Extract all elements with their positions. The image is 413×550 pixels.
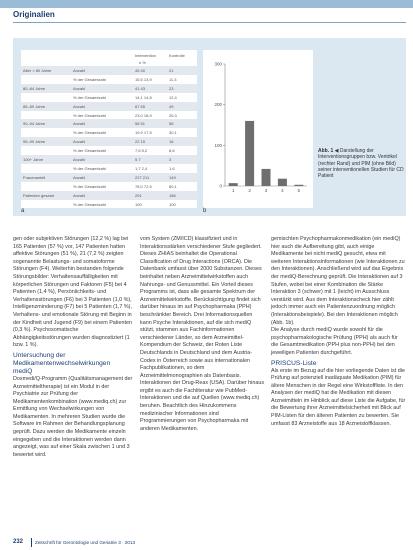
table-row xyxy=(21,128,197,137)
table-cell: 11,3 xyxy=(169,76,177,82)
table-cell: 21 xyxy=(169,68,174,73)
x-tick-label: 1 xyxy=(231,188,235,193)
y-tick-label: 100 xyxy=(214,142,222,148)
table-cell: 100 xyxy=(169,201,176,207)
table-cell: 49 xyxy=(169,103,174,109)
section-heading: PRISCUS-Liste xyxy=(271,359,317,367)
table-cell: 41 43 xyxy=(135,85,146,91)
table-row xyxy=(21,75,197,84)
bar xyxy=(294,185,303,186)
table-cell: 80–84 Jahre xyxy=(23,85,46,91)
table-cell: 7,6 5,2 xyxy=(135,148,148,154)
table-cell: 16 xyxy=(169,139,174,145)
table-cell: 15,5 13,9 xyxy=(135,76,152,82)
table-cell: % der Gesamtzahl xyxy=(73,201,106,207)
table-cell: 12,4 xyxy=(169,94,177,100)
bar xyxy=(245,121,254,186)
table-cell: 5 7 xyxy=(135,157,141,162)
table-cell: Alter < 80 Jahre xyxy=(23,68,52,73)
table-row xyxy=(21,84,197,93)
table-cell: 78,0 72,5 xyxy=(135,183,152,189)
table-row xyxy=(21,146,197,155)
table-cell: 149 xyxy=(169,174,176,180)
table-cell: Anzahl xyxy=(73,68,86,73)
bar-chart xyxy=(203,50,313,208)
table-cell: 22 15 xyxy=(135,139,146,145)
table-cell: 45 40 xyxy=(135,68,146,73)
paragraph: gen oder subjektiven Störungen (12,2 %) lag bei 165 Patienten (57 %) vor, 147 Patienten hatten affektive Störungen (51 %), 21 (7,2 %) zeigten sogenannte Belastungs- und somatoforme Störungen (F4). Weiterhin bestanden folgende Störungsbilder: Verhaltensauffälligkeiten mit körperlichen Störungen und Faktoren (F5) bei 4 Patienten (1,4 %), Persönlichkeits- und Verhaltensstörungen (F6) bei 3 Patienten (1,0 %), Intelligenzminderung (F7) bei 5 Patienten (1,7 %), Verhaltens- und emotionale Störung mit Beginn in der Kindheit und Jugend (F9) bei einem Patienten (0,3 %). Psychosomatische Abhängigkeitsstörungen wurden diagnostiziert (1 bzw. 1 %). xyxy=(13,236,132,349)
text-column-1 xyxy=(13,236,133,459)
table-cell: 3 xyxy=(169,157,172,162)
table-cell: Anzahl xyxy=(73,85,86,91)
table-cell: 8,6 xyxy=(169,148,175,154)
table-cell: 1,7 2,4 xyxy=(135,165,148,171)
table-row xyxy=(21,111,197,120)
table-row xyxy=(21,137,197,146)
paragraph: gemischten Psychopharmakonmedikation (ein mediQ) hier auch die Aufbereitung gibt, auch einige Medikamente bei nicht mediQ gesucht, etwa mit weiteren Interaktionsinformationen (wie Interaktionen zu den Interaktionen). Anschließend wird auf das Ergebnis der mediQ-Berechnung geprüft. Die Interaktionen auf 3 Stufen, wobei bei einer Kombination die Stärke Interaktion 3 (schwer) mit 1 (leicht) im Ausschluss verstärkt wird. Aus dem Interaktionscheck hier zählt jedoch immer auch ein Patientenzuordnung möglich (Interaktionsbeispiele). Bei den Interaktionen möglich (Abb. 1b). xyxy=(271,236,405,326)
caption-text: ◀ Darstellung der Interventionsgruppen bzw. Ventrikel (rechter Rand) und PIM (ohne Bild) seiner interventionellen Studien für CD Patient xyxy=(318,148,404,180)
table-cell: 85–89 Jahre xyxy=(23,103,46,109)
table-cell: % der Gesamtzahl xyxy=(73,76,106,82)
figure-table xyxy=(21,50,197,208)
table-row xyxy=(21,119,197,128)
table-cell: Anzahl xyxy=(73,139,86,145)
table-cell: 95–99 Jahre xyxy=(23,139,46,145)
paragraph: Als erste im Bezug auf die hier vorliegende Daten ist die Prüfung auf potenziell inadäquate Medikation (PIM) für ältere Menschen in der Regel eine Wirkstoffliste. In den Analysen der mediQ hat die Medikation mit diesen Arzneimitteln im Hinblick auf diese Liste die Aufgabe, für die Bewertung ihrer Arzneimittelsicherheit mit Blick auf PIM-Listen für den älteren Patienten zu bewerten. Sie umfasst 83 Arzneistoffe aus 18 Arzneistoffklassen. xyxy=(271,367,406,427)
x-tick-label: 5 xyxy=(297,188,301,193)
table-cell: 30,1 xyxy=(169,130,177,136)
page-number: 232 xyxy=(13,539,24,545)
header-bar xyxy=(0,0,413,8)
y-tick-label: 200 xyxy=(214,102,222,108)
table-head-control: Kontrolle xyxy=(169,53,185,58)
paragraph: vom System (ZM/ICD) klassifiziert und in Interaktionsstärken verschiedener Stufe gegliedert. Dieses ZHIAS beinhaltet die Operational Classification of Drug Interactions (ORCA). Die Datenbank umfasst über 2000 Substanzen. Dieses beinhaltet neben Arzneimittelwirkstoffen auch Nahrungs- und Genussmittel. Ein Vorteil dieses Programms ist, dass alle gesamte Spektrum der Arzneimittelwirkstoffe. Berücksichtigung findet sich darüber hinaus im auf Psychopharmaka (PPH) beschränkter Bereich. Drei Informationsquellen kann Psyche Interaktionen, auf die sich mediQ stützt, stammen aus Fachinformationen verschiedener Länder, so dem Arzneimittel-Kompendium der Schweiz, der Roten Liste Deutschlands in Deutschland und dem Austria-Codex in Österreich sowie aus internationalen Fachpublikationen, so dem Arzneimittelmonographien als Datenbasis. Interaktionen der Drug-Reax (USA). Darüber hinaus ergibt es auch die Fachliteratur wie PubMed-Interaktionen und die auf Quellen (www.mediq.ch) beruhen. Beachtlich des Hinzukommens medizinischer Informationen sind Programmierungen von Psychopharmaka mit anderen Medikamenten. xyxy=(140,236,265,432)
table-cell: % der Gesamtzahl xyxy=(73,130,106,136)
text-column-2 xyxy=(140,236,265,433)
x-tick-label: 3 xyxy=(264,188,268,193)
table-cell: Frauenanteil xyxy=(23,174,46,180)
table-cell: Anzahl xyxy=(73,192,86,198)
table-cell: % der Gesamtzahl xyxy=(73,165,106,171)
bar xyxy=(278,179,287,186)
table-cell: % der Gesamtzahl xyxy=(73,183,106,189)
table-row xyxy=(21,102,197,111)
table-cell: 23,0 18,9 xyxy=(135,112,152,118)
subsection-heading: mediQ xyxy=(13,367,33,375)
footer-separator xyxy=(31,538,32,547)
table-cell: Patienten gesamt xyxy=(23,192,55,198)
table-cell: 1,6 xyxy=(169,165,175,171)
y-tick-label: 0 xyxy=(219,183,222,189)
table-head-intervention: Intervention xyxy=(135,53,156,58)
table-cell: 100 xyxy=(135,201,142,207)
table-cell: Anzahl xyxy=(73,103,86,109)
table-cell: Anzahl xyxy=(73,121,86,127)
text-column-3 xyxy=(271,236,406,428)
table-row xyxy=(21,173,197,182)
table-cell: 67 55 xyxy=(135,103,146,109)
table-row xyxy=(21,66,197,75)
x-tick-label: 4 xyxy=(281,188,284,193)
header-rule xyxy=(13,22,406,23)
figure-caption xyxy=(318,148,406,179)
table-cell: 90–94 Jahre xyxy=(23,121,46,127)
table-cell: 100+ Jahre xyxy=(23,157,44,162)
table-cell: % der Gesamtzahl xyxy=(73,94,106,100)
paragraph: Dosmedi/Q-Programm (Qualitätsmanagement der Arzneimitteltherapie) ist ein Modul in der Psychiatrie zur Prüfung der Medikamentenkombination (www.mediq.ch) zur Ermittlung von Wechselwirkungen von Medikamenten. In mehreren Studien wurde die Software im Rahmen der Behandlungsplanung geprüft. Dazu werden die Medikamente einzeln eingegeben und die Interaktionen werden dann angezeigt, was auf einer Skala zwischen 1 und 3 bewertet wird. xyxy=(13,375,133,458)
table-cell: 80,1 xyxy=(169,183,177,189)
table-cell: % der Gesamtzahl xyxy=(73,148,106,154)
section-heading: Untersuchung der Medikamentenwechselwirkungen xyxy=(13,351,111,367)
table-cell: % der Gesamtzahl xyxy=(73,112,106,118)
table-cell: 14,1 14,8 xyxy=(135,94,152,100)
table-cell: 19,9 17,5 xyxy=(135,130,152,136)
table-cell: 26,3 xyxy=(169,112,177,118)
table-header xyxy=(21,50,197,66)
table-row xyxy=(21,200,197,209)
table-head-sub: n % xyxy=(139,60,146,65)
table-cell: 23 xyxy=(169,85,174,91)
table-cell: 56 xyxy=(169,121,174,127)
figure-letter-b: b xyxy=(203,208,207,214)
table-cell: Anzahl xyxy=(73,174,86,180)
section-label: Originalien xyxy=(13,10,55,19)
table-cell: Anzahl xyxy=(73,157,86,162)
caption-title: Abb. 1 xyxy=(318,148,334,154)
table-row xyxy=(21,93,197,102)
y-tick-label: 300 xyxy=(214,61,222,67)
table-row xyxy=(21,182,197,191)
paragraph: Die Analyse durch mediQ wurde sowohl für die psychopharmakologische Prüfung (PPH) als auch für die Gesamtmedikation (PPH plus non-PPH) bei den jeweiligen Patienten durchgeführt. xyxy=(271,327,398,356)
bar xyxy=(229,183,238,186)
table-row xyxy=(21,191,197,200)
figure-letter-a: a xyxy=(21,208,25,214)
table-row xyxy=(21,164,197,173)
table-cell: 291 xyxy=(135,192,142,198)
table-cell: 227 211 xyxy=(135,174,150,180)
table-row xyxy=(21,155,197,164)
bar-chart-svg xyxy=(203,50,313,208)
x-tick-label: 2 xyxy=(248,188,251,193)
table-cell: 58 51 xyxy=(135,121,146,127)
bar xyxy=(261,169,270,186)
table-cell: 186 xyxy=(169,192,176,198)
journal-name: Zeitschrift für Gerontologie und Geriatrie 3 · 2013 xyxy=(35,540,136,545)
